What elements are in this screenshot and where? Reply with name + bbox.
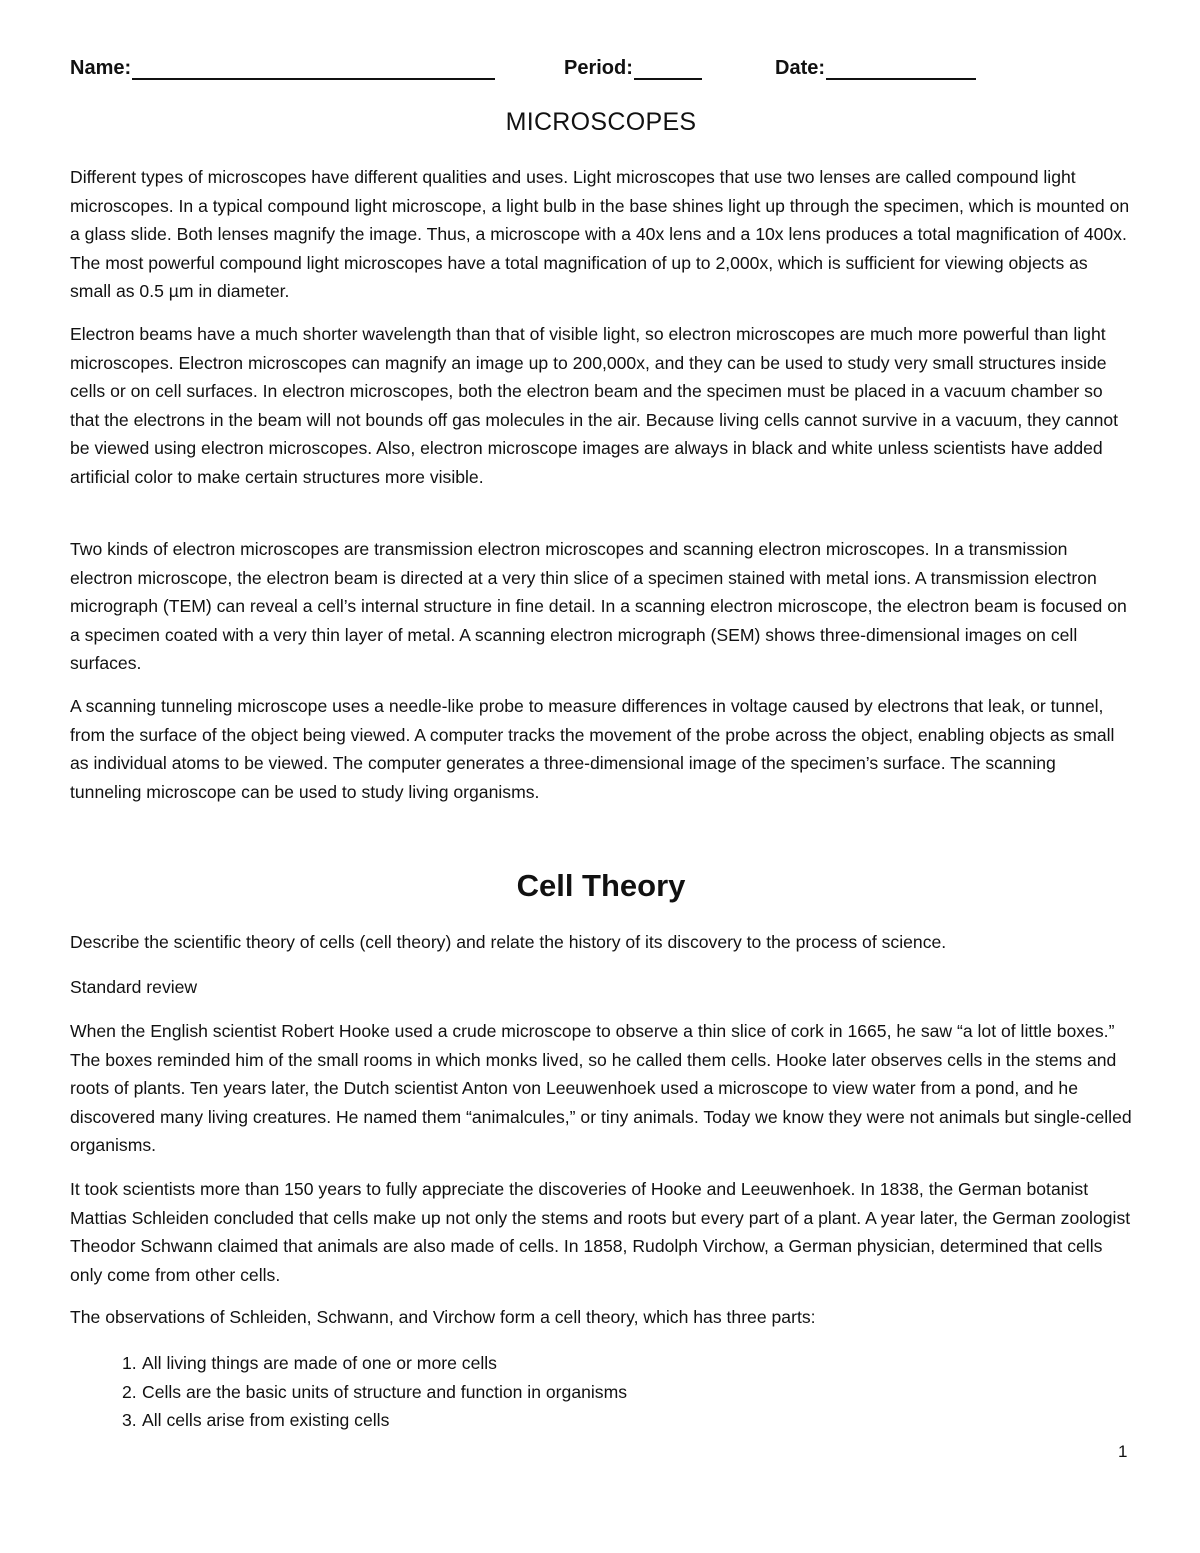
microscopes-paragraph-2: Electron beams have a much shorter wavelength than that of visible light, so electron microscopes are much more powerful than light microscopes. Electron microscopes can magnify an image up to 200,000x, and they can be used to study very small structures inside cells or on cell surfaces. In electron microscopes, both the electron beam and the specimen must be placed in a vacuum chamber so that the electrons in the beam will not bounds off gas molecules in the air. Because living cells cannot survive in a vacuum, they cannot be viewed using electron microscopes. Also, electron microscope images are always in black and white unless scientists have added artificial color to make certain structures more visible. <box>70 324 1119 487</box>
period-blank-line[interactable] <box>634 58 702 80</box>
cell-theory-paragraph-2: It took scientists more than 150 years to fully appreciate the discoveries of Hooke and Leeuwenhoek. In 1838, the German botanist Mattias Schleiden concluded that cells make up not only the stems and roots but every part of a plant. A year later, the German zoologist Theodor Schwann claimed that animals are also made of cells. In 1858, Rudolph Virchow, a German physician, determined that cells only come from other cells. <box>70 1179 1131 1285</box>
list-item <box>70 1378 1132 1407</box>
list-item-text: All living things are made of one or more cells <box>142 1353 497 1373</box>
name-blank-line[interactable] <box>132 58 495 80</box>
list-item-text: All cells arise from existing cells <box>142 1410 390 1430</box>
cell-theory-prompt: Describe the scientific theory of cells (cell theory) and relate the history of its discovery to the process of science. <box>70 932 947 952</box>
list-item-text: Cells are the basic units of structure and function in organisms <box>142 1381 628 1402</box>
microscopes-title: MICROSCOPES <box>505 108 697 136</box>
cell-theory-title: Cell Theory <box>516 868 686 903</box>
period-field[interactable] <box>564 57 702 80</box>
microscopes-paragraph-3: Two kinds of electron microscopes are transmission electron microscopes and scanning electron microscopes. In a transmission electron microscope, the electron beam is directed at a very thin slice of a specimen stained with metal ions. A transmission electron micrograph (TEM) can reveal a cell’s internal structure in fine detail. In a scanning electron microscope, the electron beam is focused on a specimen coated with a very thin layer of metal. A scanning electron micrograph (SEM) shows three-dimensional images on cell surfaces. <box>70 539 1127 673</box>
list-item <box>70 1349 1132 1378</box>
date-blank-line[interactable] <box>826 58 976 80</box>
period-label: Period: <box>564 57 633 79</box>
cell-theory-parts-list <box>70 1349 1132 1435</box>
standard-review-heading: Standard review <box>70 977 198 997</box>
name-field[interactable] <box>70 57 495 80</box>
cell-theory-paragraph-3: The observations of Schleiden, Schwann, and Virchow form a cell theory, which has three parts: <box>70 1307 816 1327</box>
date-label: Date: <box>775 57 826 79</box>
name-label: Name: <box>70 57 132 79</box>
microscopes-paragraph-1: Different types of microscopes have different qualities and uses. Light microscopes that use two lenses are called compound light microscopes. In a typical compound light microscope, a light bulb in the base shines light up through the specimen, which is mounted on a glass slide. Both lenses magnify the image. Thus, a microscope with a 40x lens and a 10x lens produces a total magnification of 400x. The most powerful compound light microscopes have a total magnification of up to 2,000x, which is sufficient for viewing objects as small as 0.5 µm in diameter. <box>70 167 1130 301</box>
list-item-number: 2. <box>122 1381 137 1402</box>
list-item-number: 1. <box>122 1353 137 1373</box>
microscopes-paragraph-4: A scanning tunneling microscope uses a needle-like probe to measure differences in voltage caused by electrons that leak, or tunnel, from the surface of the object being viewed. A computer tracks the movement of the probe across the object, enabling objects as small as individual atoms to be viewed. The computer generates a three-dimensional image of the specimen’s surface. The scanning tunneling microscope can be used to study living organisms. <box>70 696 1115 802</box>
date-field[interactable] <box>775 57 976 80</box>
cell-theory-paragraph-1: When the English scientist Robert Hooke used a crude microscope to observe a thin slice of cork in 1665, he saw “a lot of little boxes.” The boxes reminded him of the small rooms in which monks lived, so he called them cells. Hooke later observes cells in the stems and roots of plants. Ten years later, the Dutch scientist Anton von Leeuwenhoek used a microscope to view water from a pond, and he discovered many living creatures. He named them “animalcules,” or tiny animals. Today we know they were not animals but single-celled organisms. <box>70 1021 1132 1155</box>
page-number: 1 <box>1118 1442 1128 1461</box>
student-info-header <box>70 57 1132 87</box>
list-item-number: 3. <box>122 1410 137 1430</box>
list-item <box>70 1406 1132 1435</box>
